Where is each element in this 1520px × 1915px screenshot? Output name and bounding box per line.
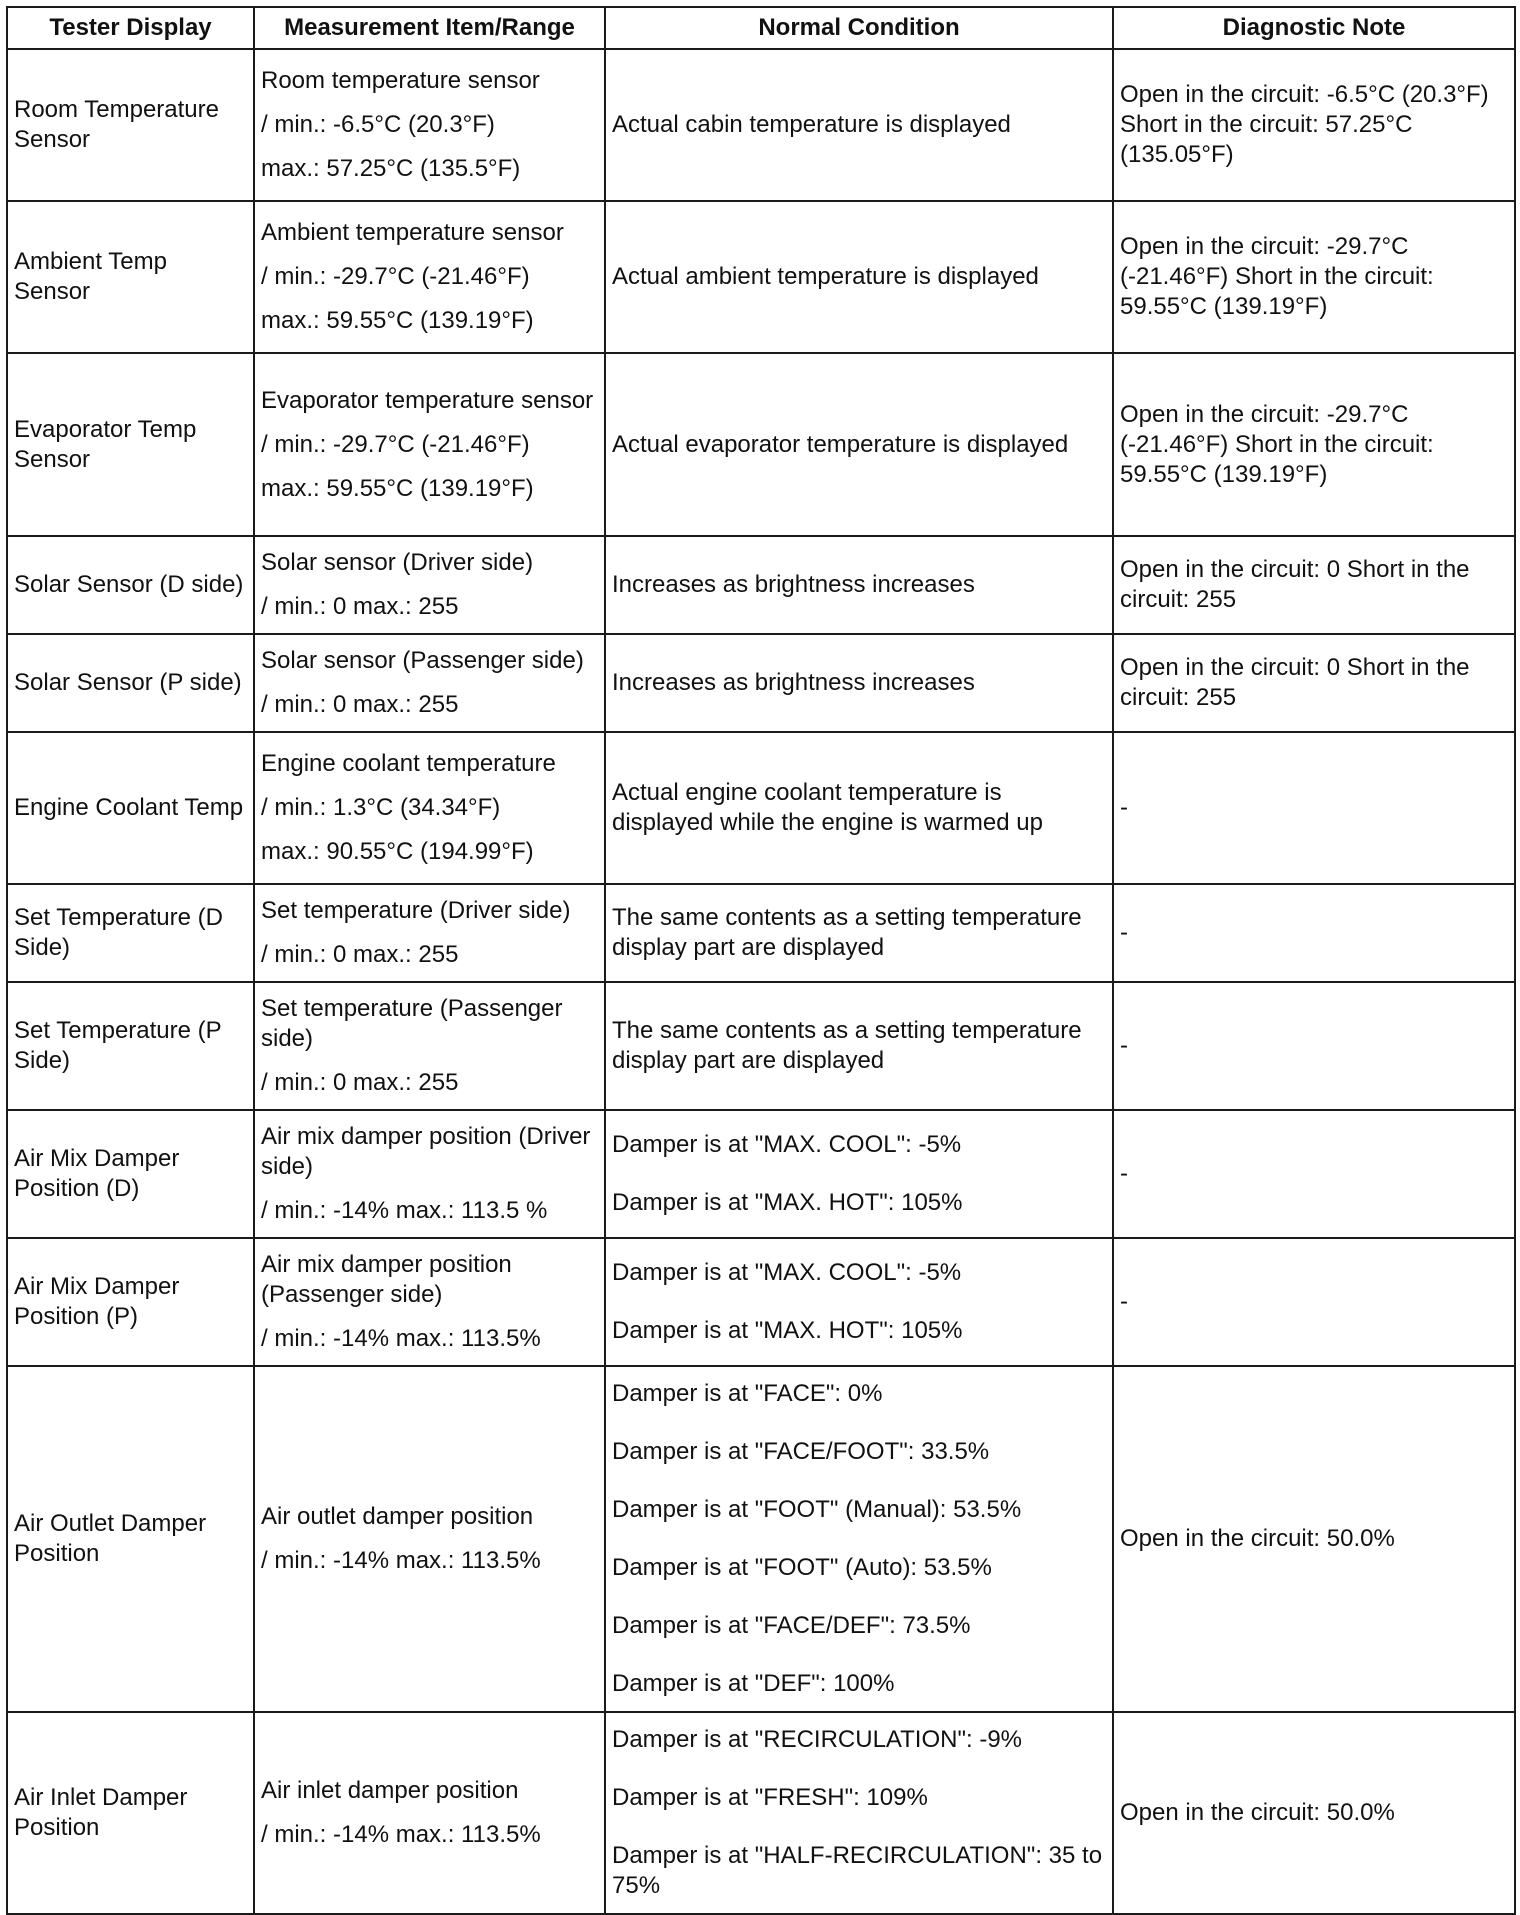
normal-condition-line: Damper is at "MAX. COOL": -5% <box>612 1259 962 1286</box>
measurement-cell <box>254 1110 605 1238</box>
measurement-line: Room temperature sensor <box>261 67 540 94</box>
table-row <box>7 982 1515 1110</box>
diagnostic-note-cell: - <box>1113 1110 1515 1238</box>
normal-condition-line: Increases as brightness increases <box>612 669 975 696</box>
header-normal-condition: Normal Condition <box>605 7 1113 49</box>
normal-condition-cell <box>605 732 1113 884</box>
normal-condition-cell <box>605 201 1113 353</box>
tester-display-cell: Air Inlet Damper Position <box>7 1712 254 1914</box>
measurement-cell <box>254 982 605 1110</box>
normal-condition-line: Damper is at "FOOT" (Auto): 53.5% <box>612 1554 992 1581</box>
tester-display-cell: Air Mix Damper Position (P) <box>7 1238 254 1366</box>
measurement-cell <box>254 536 605 634</box>
table-row <box>7 732 1515 884</box>
measurement-line: / min.: -29.7°C (-21.46°F) <box>261 263 530 290</box>
normal-condition-line: Damper is at "MAX. HOT": 105% <box>612 1317 963 1344</box>
tester-display-cell: Ambient Temp Sensor <box>7 201 254 353</box>
normal-condition-line: Damper is at "FACE": 0% <box>612 1380 883 1407</box>
tester-display-cell: Air Mix Damper Position (D) <box>7 1110 254 1238</box>
tester-display-cell: Engine Coolant Temp <box>7 732 254 884</box>
measurement-line: / min.: 1.3°C (34.34°F) <box>261 794 501 821</box>
diagnostic-note-cell: - <box>1113 1238 1515 1366</box>
normal-condition-line: Actual engine coolant temperature is displayed while the engine is warmed up <box>612 779 1043 836</box>
header-tester-display: Tester Display <box>7 7 254 49</box>
measurement-line: max.: 59.55°C (139.19°F) <box>261 474 534 502</box>
measurement-line: Evaporator temperature sensor <box>261 386 594 414</box>
normal-condition-cell <box>605 1366 1113 1712</box>
measurement-cell <box>254 884 605 982</box>
tester-display-cell: Evaporator Temp Sensor <box>7 353 254 536</box>
measurement-line: Air inlet damper position <box>261 1777 519 1804</box>
measurement-line: / min.: 0 max.: 255 <box>261 1069 459 1096</box>
tester-display-cell: Set Temperature (D Side) <box>7 884 254 982</box>
measurement-line: Set temperature (Driver side) <box>261 897 571 924</box>
normal-condition-line: Increases as brightness increases <box>612 571 975 598</box>
measurement-line: / min.: 0 max.: 255 <box>261 593 459 620</box>
measurement-line: / min.: -6.5°C (20.3°F) <box>261 111 495 138</box>
normal-condition-line: Damper is at "FACE/DEF": 73.5% <box>612 1612 971 1639</box>
table-row <box>7 1238 1515 1366</box>
normal-condition-line: Actual ambient temperature is displayed <box>612 263 1039 290</box>
measurement-line: Solar sensor (Passenger side) <box>261 647 584 674</box>
measurement-cell <box>254 49 605 201</box>
measurement-line: / min.: -14% max.: 113.5 % <box>261 1197 548 1224</box>
normal-condition-line: The same contents as a setting temperature display part are displayed <box>612 904 1082 961</box>
table-row <box>7 1366 1515 1712</box>
measurement-line: Air mix damper position (Passenger side) <box>261 1251 512 1308</box>
measurement-line: Air outlet damper position <box>261 1503 534 1530</box>
measurement-line: Ambient temperature sensor <box>261 219 564 246</box>
header-measurement: Measurement Item/Range <box>254 7 605 49</box>
normal-condition-cell <box>605 982 1113 1110</box>
measurement-cell <box>254 1712 605 1914</box>
normal-condition-line: Actual cabin temperature is displayed <box>612 111 1011 138</box>
measurement-cell <box>254 1238 605 1366</box>
normal-condition-line: Damper is at "FOOT" (Manual): 53.5% <box>612 1496 1022 1523</box>
normal-condition-line: Actual evaporator temperature is displayed <box>612 430 1069 458</box>
normal-condition-cell <box>605 536 1113 634</box>
table-row <box>7 536 1515 634</box>
normal-condition-line: Damper is at "MAX. COOL": -5% <box>612 1131 962 1158</box>
measurement-line: / min.: -14% max.: 113.5% <box>261 1547 541 1574</box>
measurement-line: max.: 59.55°C (139.19°F) <box>261 307 534 334</box>
tester-display-cell: Air Outlet Damper Position <box>7 1366 254 1712</box>
data-monitor-table <box>6 6 1516 1915</box>
measurement-line: Solar sensor (Driver side) <box>261 549 534 576</box>
normal-condition-cell <box>605 1110 1113 1238</box>
diagnostic-note-cell: Open in the circuit: 0 Short in the circuit: 255 <box>1113 634 1515 732</box>
table-row <box>7 201 1515 353</box>
tester-display-cell: Set Temperature (P Side) <box>7 982 254 1110</box>
normal-condition-cell <box>605 353 1113 536</box>
measurement-cell <box>254 1366 605 1712</box>
table-row <box>7 49 1515 201</box>
measurement-line: max.: 90.55°C (194.99°F) <box>261 838 534 865</box>
normal-condition-cell <box>605 1712 1113 1914</box>
measurement-line: Air mix damper position (Driver side) <box>261 1123 591 1180</box>
measurement-cell <box>254 201 605 353</box>
normal-condition-line: Damper is at "FACE/FOOT": 33.5% <box>612 1438 990 1465</box>
diagnostic-note-cell: Open in the circuit: 50.0% <box>1113 1366 1515 1712</box>
normal-condition-cell <box>605 49 1113 201</box>
measurement-line: Engine coolant temperature <box>261 750 556 777</box>
normal-condition-line: Damper is at "MAX. HOT": 105% <box>612 1189 963 1216</box>
diagnostic-note-cell: Open in the circuit: -29.7°C (-21.46°F) Short in the circuit: 59.55°C (139.19°F) <box>1113 353 1515 536</box>
table-row <box>7 634 1515 732</box>
table-row <box>7 884 1515 982</box>
measurement-line: Set temperature (Passenger side) <box>261 995 563 1052</box>
measurement-cell <box>254 353 605 536</box>
tester-display-cell: Room Temperature Sensor <box>7 49 254 201</box>
diagnostic-note-cell: Open in the circuit: -6.5°C (20.3°F) Short in the circuit: 57.25°C (135.05°F) <box>1113 49 1515 201</box>
diagnostic-note-cell: Open in the circuit: 0 Short in the circuit: 255 <box>1113 536 1515 634</box>
measurement-line: / min.: -29.7°C (-21.46°F) <box>261 430 530 458</box>
diagnostic-note-cell: - <box>1113 732 1515 884</box>
diagnostic-note-cell: - <box>1113 982 1515 1110</box>
normal-condition-cell <box>605 884 1113 982</box>
measurement-line: / min.: -14% max.: 113.5% <box>261 1821 541 1848</box>
diagnostic-note-cell: - <box>1113 884 1515 982</box>
tester-display-cell: Solar Sensor (D side) <box>7 536 254 634</box>
header-diagnostic-note: Diagnostic Note <box>1113 7 1515 49</box>
tester-display-cell: Solar Sensor (P side) <box>7 634 254 732</box>
measurement-line: / min.: 0 max.: 255 <box>261 941 459 968</box>
normal-condition-line: The same contents as a setting temperature display part are displayed <box>612 1017 1082 1074</box>
diagnostic-note-cell: Open in the circuit: -29.7°C (-21.46°F) Short in the circuit: 59.55°C (139.19°F) <box>1113 201 1515 353</box>
normal-condition-line: Damper is at "DEF": 100% <box>612 1670 895 1697</box>
normal-condition-line: Damper is at "FRESH": 109% <box>612 1784 928 1811</box>
measurement-line: max.: 57.25°C (135.5°F) <box>261 155 521 182</box>
normal-condition-line: Damper is at "HALF-RECIRCULATION": 35 to 75% <box>612 1842 1103 1899</box>
measurement-line: / min.: 0 max.: 255 <box>261 691 459 718</box>
normal-condition-cell <box>605 1238 1113 1366</box>
table-row <box>7 1712 1515 1914</box>
measurement-cell <box>254 634 605 732</box>
normal-condition-line: Damper is at "RECIRCULATION": -9% <box>612 1726 1023 1753</box>
measurement-line: / min.: -14% max.: 113.5% <box>261 1325 541 1352</box>
table-row <box>7 1110 1515 1238</box>
table-row <box>7 353 1515 536</box>
diagnostic-note-cell: Open in the circuit: 50.0% <box>1113 1712 1515 1914</box>
measurement-cell <box>254 732 605 884</box>
table-header-row <box>7 7 1515 49</box>
normal-condition-cell <box>605 634 1113 732</box>
